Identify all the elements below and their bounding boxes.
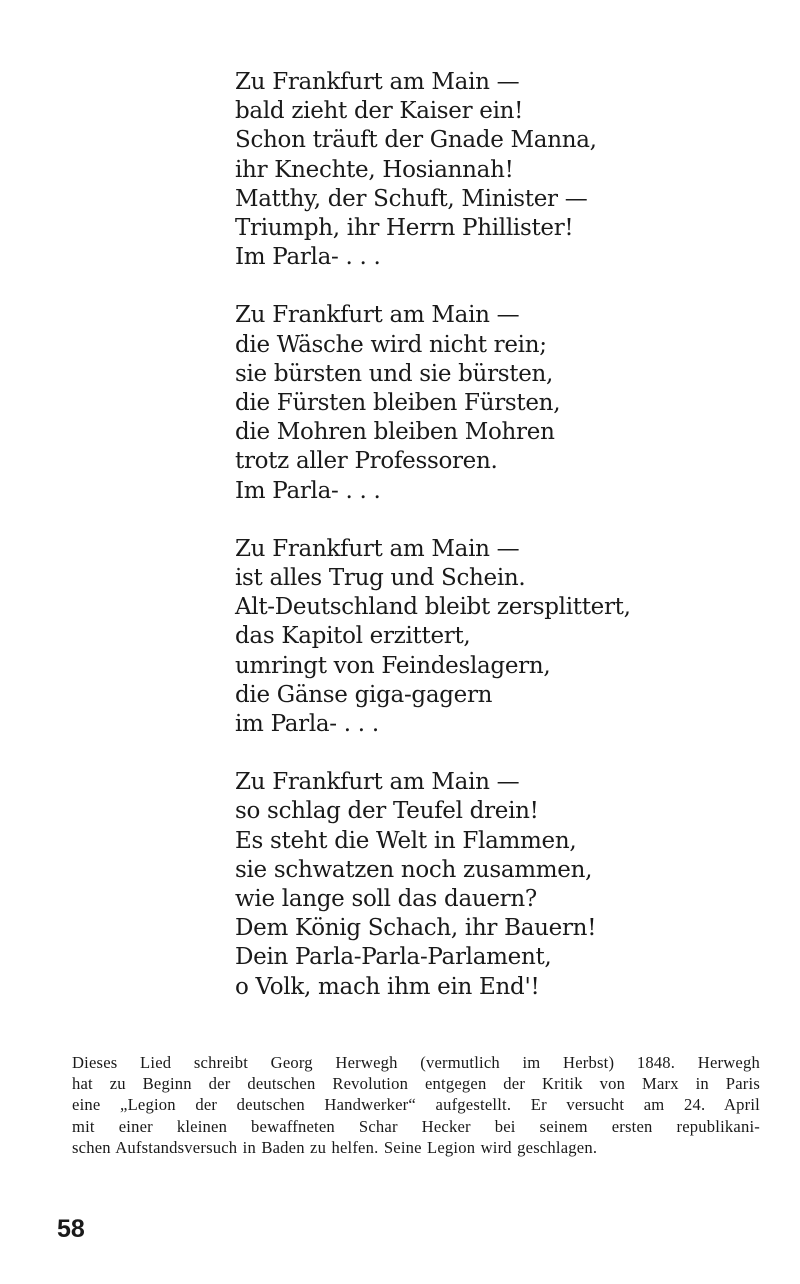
stanza-2: [235, 301, 755, 505]
note-line: eine „Legion der deutschen Handwerker“ aufgestellt. Er versucht am 24. April: [72, 1095, 760, 1115]
note-line: hat zu Beginn der deutschen Revolution entgegen der Kritik von Marx in Paris: [72, 1074, 760, 1094]
poem-line: die Fürsten bleiben Fürsten,: [235, 390, 561, 417]
stanza-4: [235, 768, 755, 1002]
poem-line: Zu Frankfurt am Main —: [235, 302, 520, 329]
poem-line: umringt von Feindeslagern,: [235, 652, 551, 679]
poem-line: Matthy, der Schuft, Minister —: [235, 185, 588, 212]
poem-line: die Gänse giga-gagern: [235, 681, 493, 708]
poem-line: sie schwatzen noch zusammen,: [235, 856, 593, 883]
poem-line: wie lange soll das dauern?: [235, 886, 537, 913]
poem-line: Dem König Schach, ihr Bauern!: [235, 915, 597, 942]
stanza-3: [235, 535, 755, 739]
note-line: Dieses Lied schreibt Georg Herwegh (vermutlich im Herbst) 1848. Herwegh: [72, 1053, 760, 1072]
poem-line: Dein Parla-Parla-Parlament,: [235, 944, 552, 971]
stanza-1: [235, 68, 755, 272]
editorial-note: [72, 1052, 760, 1158]
poem-line: so schlag der Teufel drein!: [235, 798, 539, 825]
poem-line: Alt-Deutschland bleibt zersplittert,: [235, 594, 631, 621]
poem-line: Zu Frankfurt am Main —: [235, 69, 520, 95]
note-line: mit einer kleinen bewaffneten Schar Hecker bei seinem ersten republikani-: [72, 1116, 760, 1136]
poem-line: die Wäsche wird nicht rein;: [235, 331, 547, 358]
poem-line: Im Parla- . . .: [235, 477, 381, 504]
poem-line: Zu Frankfurt am Main —: [235, 535, 520, 562]
page-number: 58: [57, 1215, 85, 1243]
poem: [235, 68, 755, 1002]
poem-line: die Mohren bleiben Mohren: [235, 419, 555, 446]
poem-line: Zu Frankfurt am Main —: [235, 769, 520, 796]
poem-line: bald zieht der Kaiser ein!: [235, 98, 524, 125]
poem-line: Schon träuft der Gnade Manna,: [235, 127, 597, 154]
poem-line: im Parla- . . .: [235, 711, 379, 738]
poem-line: Im Parla- . . .: [235, 244, 381, 271]
poem-line: trotz aller Professoren.: [235, 448, 498, 475]
poem-line: Triumph, ihr Herrn Phillister!: [235, 215, 574, 242]
poem-line: ist alles Trug und Schein.: [235, 565, 526, 592]
poem-line: o Volk, mach ihm ein End'!: [235, 973, 540, 1000]
poem-line: ihr Knechte, Hosiannah!: [235, 156, 514, 183]
poem-line: das Kapitol erzittert,: [235, 623, 471, 650]
poem-line: sie bürsten und sie bürsten,: [235, 360, 554, 387]
note-line: schen Aufstandsversuch in Baden zu helfen. Seine Legion wird geschlagen.: [72, 1137, 598, 1157]
poem-line: Es steht die Welt in Flammen,: [235, 827, 577, 854]
